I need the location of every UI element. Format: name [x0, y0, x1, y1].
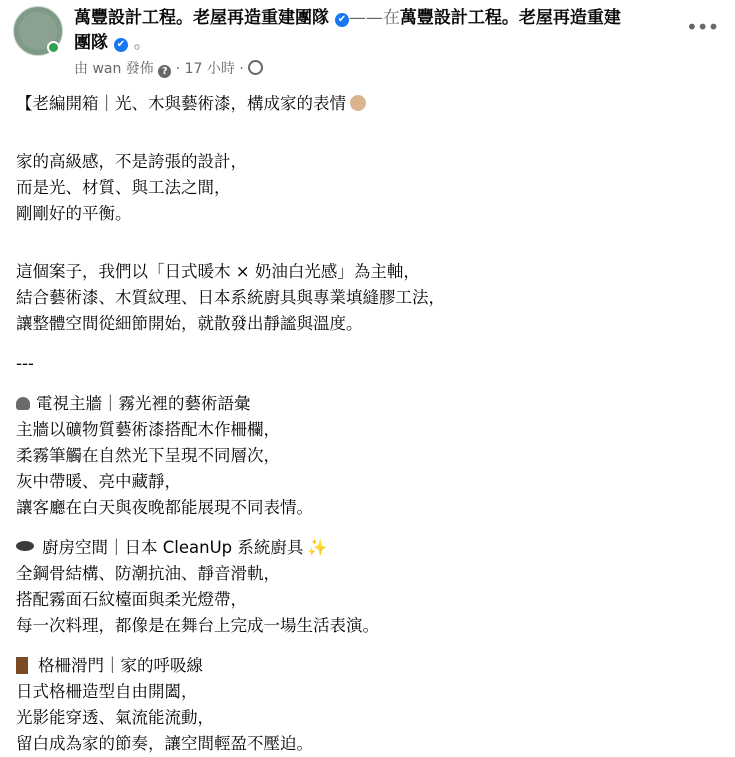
text-line: 讓客廳在白天與夜晚都能展現不同表情。	[16, 498, 313, 517]
text-line: 全鋼骨結構、防潮抗油、靜音滑軌，	[16, 564, 280, 583]
text-line: 留白成為家的節奏，讓空間輕盈不壓迫。	[16, 734, 313, 753]
divider-text: ---	[16, 354, 34, 373]
title-suffix: 。	[133, 33, 151, 53]
text-line: 這個案子，我們以「日式暖木 × 奶油白光感」為主軸，	[16, 262, 420, 281]
sparkles-icon: ✨	[307, 538, 328, 557]
location-link[interactable]: 萬豐設計工程。老屋再造重建	[399, 8, 621, 28]
section-title: 格柵滑門｜家的呼吸線	[16, 653, 716, 679]
text-line: 家的高級感，不是誇張的設計，	[16, 152, 247, 171]
post-meta	[74, 59, 263, 79]
frying-pan-icon	[16, 541, 34, 551]
post-time[interactable]: · 17 小時 ·	[175, 61, 244, 77]
verified-badge-icon: ✔	[335, 13, 349, 27]
post-body	[16, 91, 716, 757]
text-line: 每一次料理，都像是在舞台上完成一場生活表演。	[16, 616, 379, 635]
door-icon	[16, 657, 28, 674]
text-line: 而是光、材質、與工法之間，	[16, 178, 231, 197]
section-title: 電視主牆｜霧光裡的藝術語彙	[16, 391, 716, 417]
header-title	[74, 6, 674, 56]
more-options-button[interactable]: •••	[686, 15, 719, 39]
text-line: 讓整體空間從細節開始，就散發出靜謐與溫度。	[16, 314, 363, 333]
help-icon[interactable]: ?	[158, 65, 171, 78]
post-title: 【老編開箱｜光、木與藝術漆，構成家的表情	[16, 91, 716, 117]
location-connector: ——在	[348, 8, 400, 28]
text-line: 光影能穿透、氣流能流動，	[16, 708, 214, 727]
text-line: 柔霧筆觸在自然光下呈現不同層次，	[16, 446, 280, 465]
online-status-icon	[47, 41, 60, 54]
author-line: 由 wan 發佈	[74, 61, 154, 77]
text-line: 剛剛好的平衡。	[16, 204, 132, 223]
section-title: 廚房空間｜日本 CleanUp 系統廚具 ✨	[16, 535, 716, 561]
text-line: 主牆以礦物質藝術漆搭配木作柵欄，	[16, 420, 280, 439]
page-name-link[interactable]: 萬豐設計工程。老屋再造重建團隊	[74, 8, 329, 28]
text-line: 搭配霧面石紋檯面與柔光燈帶，	[16, 590, 247, 609]
verified-badge-icon: ✔	[114, 38, 128, 52]
text-line: 結合藝術漆、木質紋理、日本系統廚具與專業填縫膠工法，	[16, 288, 445, 307]
text-line: 灰中帶暖、亮中藏靜，	[16, 472, 181, 491]
text-line: 日式格柵造型自由開闔，	[16, 682, 198, 701]
heart-icon	[16, 397, 30, 410]
palette-icon	[350, 95, 366, 111]
post-header	[0, 0, 735, 90]
location-link-continued[interactable]: 團隊	[74, 33, 108, 53]
globe-icon	[248, 60, 263, 75]
